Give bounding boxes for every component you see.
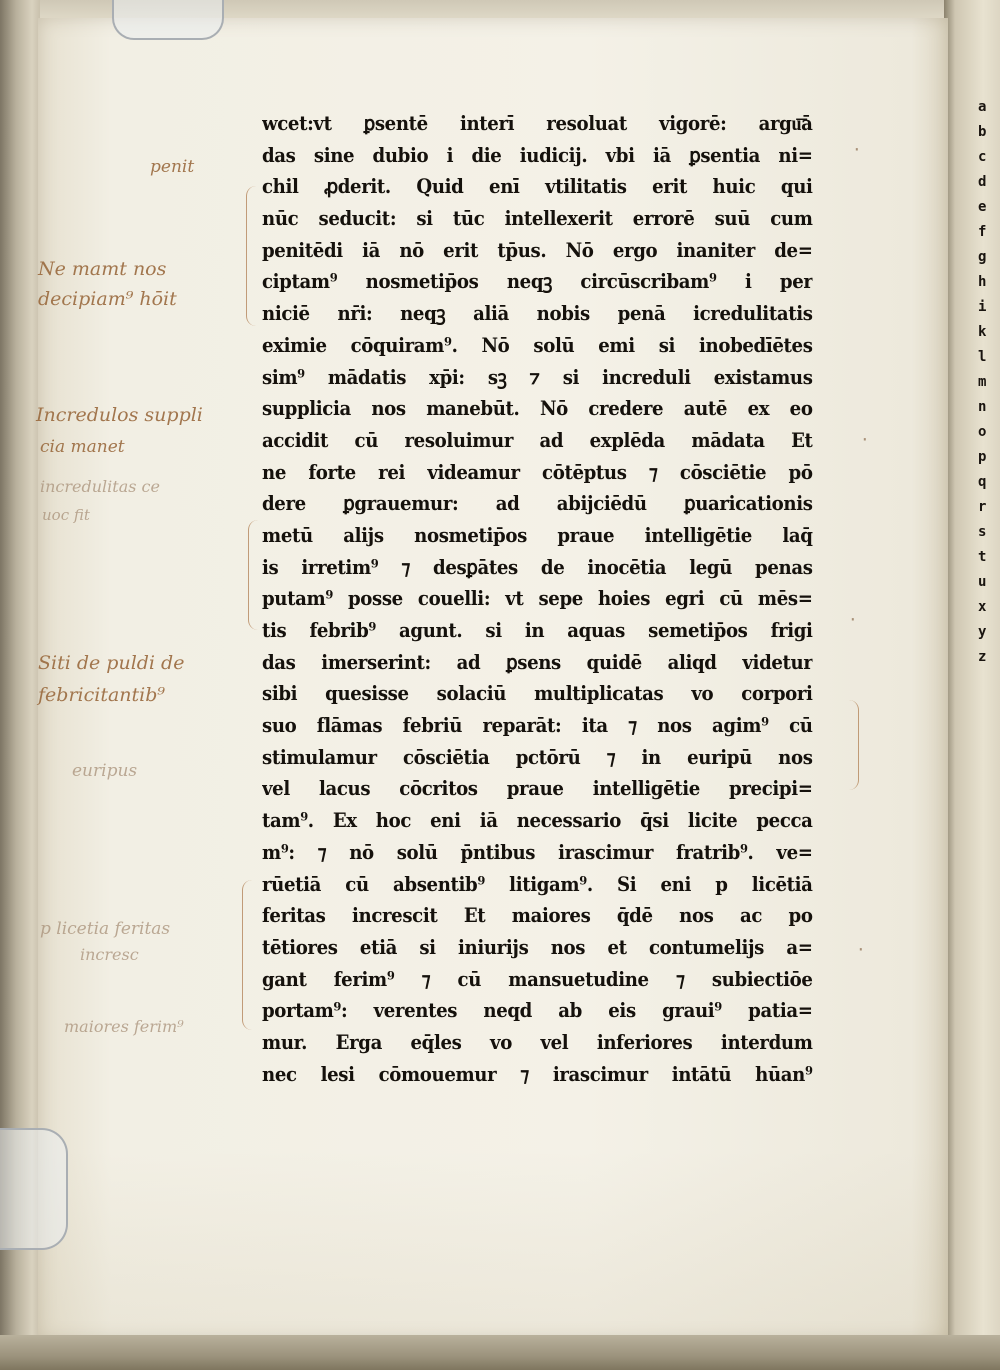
printed-text-line: accidit cū resoluimur ad explēda mādata Et xyxy=(262,428,813,452)
margin-mark: · xyxy=(852,140,862,159)
page-clip-left xyxy=(0,1128,68,1250)
page-foxing xyxy=(38,1150,948,1340)
printed-text-line: tam⁹. Ex hoc eni iā necessario q̄si licite pecca xyxy=(262,809,813,833)
printed-text-line: is irretim⁹ ⁊ desꝑātes de inocētia legū penas xyxy=(262,555,813,579)
printed-text-line: tētiores etiā si iniurijs nos et contumelijs a= xyxy=(262,935,813,959)
printed-text-line: gant ferim⁹ ⁊ cū mansuetudine ⁊ subiectiōe xyxy=(262,967,813,991)
printed-text-line: tis febrib⁹ agunt. si in aquas semetip̄os frigi xyxy=(262,619,813,642)
printed-text-line: nūc seducit: si tūc intellexerit errorē suū cum xyxy=(262,207,813,231)
marginal-note: uoc fit xyxy=(42,506,90,524)
printed-text-line: sibi quesisse solaciū multiplicatas vo corpori xyxy=(262,682,813,706)
printed-text-block xyxy=(262,108,813,1090)
marginal-note: incresc xyxy=(80,945,139,964)
printed-text-line: wcet:vt ꝑsentē interī resoluat vigorē: argu͞ā xyxy=(262,112,813,135)
printed-text-line: dere ꝑgrauemur: ad abijciēdū ꝑuaricationis xyxy=(262,492,813,516)
printed-text-line: supplicia nos manebūt. Nō credere autē ex eo xyxy=(262,397,813,421)
printed-text-line: ne forte rei videamur cōtēptus ⁊ cōsciētie pō xyxy=(262,460,813,484)
marginal-note: cia manet xyxy=(40,437,125,457)
marginal-note: Ne mamt nos xyxy=(38,258,167,280)
printed-text-line: niciē nr̄i: neqꝫ aliā nobis penā icredulitatis xyxy=(262,302,813,326)
printed-text-line: nec lesi cōmouemur ⁊ irascimur intātū hūan⁹ xyxy=(262,1062,813,1086)
printed-text-line: suo flāmas febriū reparāt: ita ⁊ nos agim⁹ cū xyxy=(262,714,813,738)
margin-mark: · xyxy=(860,430,870,449)
marginal-note: p licetia feritas xyxy=(40,919,171,939)
printed-text-line: das imerserint: ad ꝑsens quidē aliqd videtur xyxy=(262,650,813,674)
printed-text-line: metū alijs nosmetip̄os praue intelligētie laq̄ xyxy=(262,523,813,547)
printed-text-line: feritas increscit Et maiores q̄dē nos ac po xyxy=(262,904,813,928)
printed-text-line: chil ꝓderit. Quid enī vtilitatis erit huic qui xyxy=(262,175,813,199)
margin-bracket-middle xyxy=(248,520,261,630)
printed-text-line: vel lacus cōcritos praue intelligētie precipi= xyxy=(262,777,813,801)
margin-mark: · xyxy=(848,610,858,629)
marginal-note: Siti de puldi de xyxy=(38,652,185,674)
margin-bracket-right xyxy=(848,700,859,790)
printed-text-line: m⁹: ⁊ nō solū p̄ntibus irascimur fratrib⁹. ve= xyxy=(262,840,813,864)
printed-text-line: das sine dubio i die iudicij. vbi iā ꝑsentia ni= xyxy=(262,143,813,167)
printed-text-line: eximie cōquiram⁹. Nō solū emi si inobedīētes xyxy=(262,333,813,357)
printed-text-line: penitēdi iā nō erit tp̄us. Nō ergo inaniter de= xyxy=(262,238,813,262)
printed-text-line: ciptam⁹ nosmetip̄os neqꝫ circūscribam⁹ i per xyxy=(262,270,813,294)
binding-bottom-edge xyxy=(0,1335,1000,1370)
printed-text-line: portam⁹: verentes neqd ab eis graui⁹ patia= xyxy=(262,999,813,1023)
printed-text-line: putam⁹ posse couelli: vt sepe hoies egri cū mēs= xyxy=(262,587,813,611)
marginal-note: maiores ferim⁹ xyxy=(64,1017,184,1036)
printed-text-line: mur. Erga eq̄les vo vel inferiores interdum xyxy=(262,1030,813,1054)
marginal-note: decipiam⁹ hōit xyxy=(38,288,177,310)
marginal-note: penit xyxy=(150,157,195,177)
printed-text-line: sim⁹ mādatis xp̄i: sꝫ ⁊ si increduli existamus xyxy=(262,365,813,389)
marginal-note: Incredulos suppli xyxy=(36,404,203,426)
marginal-note: febricitantib⁹ xyxy=(38,684,166,706)
margin-bracket-upper xyxy=(246,186,259,326)
margin-mark: · xyxy=(856,940,866,959)
facing-page-text: a b c d e f g h i k l m n o p q r s t u x y z xyxy=(978,99,987,665)
marginal-note: incredulitas ce xyxy=(40,477,160,496)
margin-bracket-lower xyxy=(242,880,255,1030)
page-clip-top xyxy=(112,0,224,40)
marginal-note: euripus xyxy=(72,761,138,781)
printed-text-line: rūetiā cū absentib⁹ litigam⁹. Si eni p licētiā xyxy=(262,872,813,896)
printed-text-line: stimulamur cōsciētia pctōrū ⁊ in euripū nos xyxy=(262,745,813,769)
